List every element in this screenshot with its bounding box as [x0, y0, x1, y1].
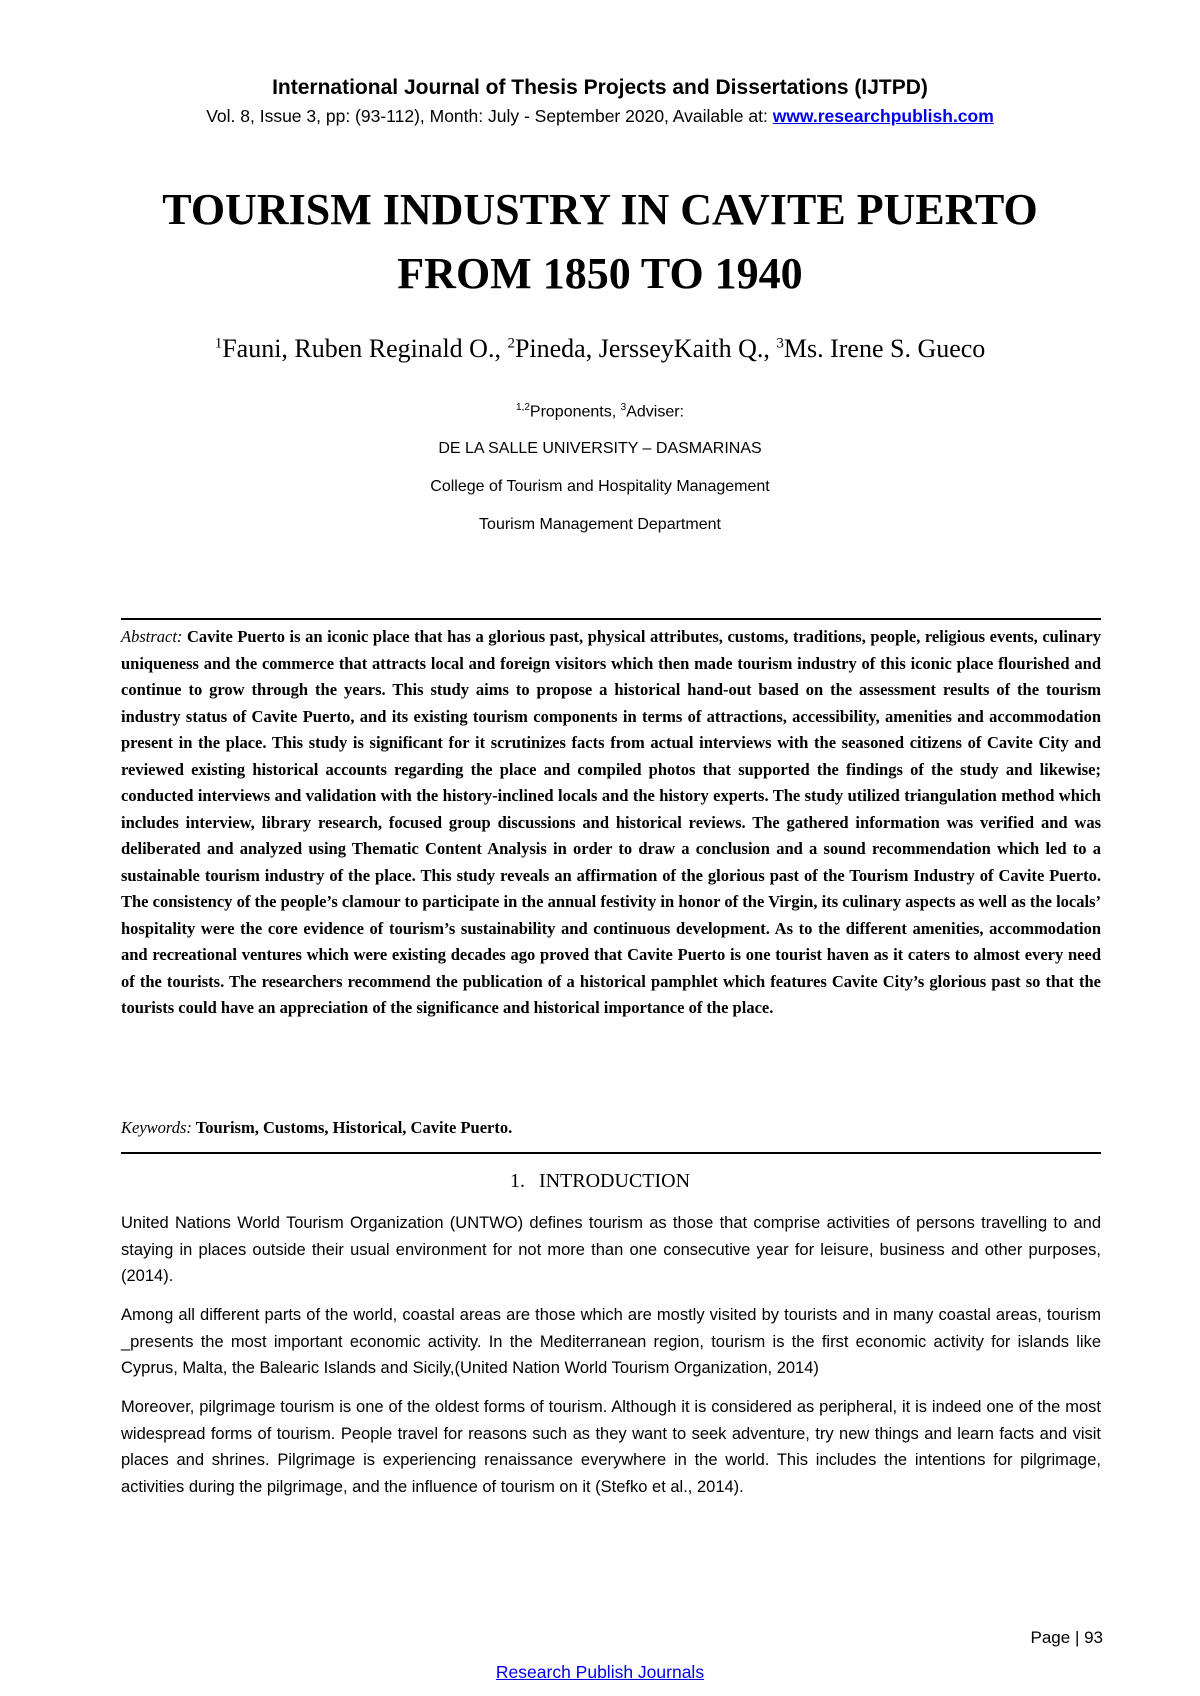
role-1-sup: 1,2 — [516, 402, 530, 413]
keywords-text: Tourism, Customs, Historical, Cavite Puerto. — [195, 1118, 513, 1137]
author-2-name: Pineda, JersseyKaith Q., — [514, 334, 777, 363]
author-roles — [0, 402, 1200, 421]
author-1-sup: 1 — [214, 335, 223, 352]
author-2-sup: 2 — [507, 335, 515, 352]
paper-title-line-2: FROM 1850 TO 1940 — [397, 249, 803, 298]
page-number: Page | 93 — [1030, 1628, 1103, 1647]
paper-title — [100, 178, 1100, 306]
footer — [0, 1662, 1200, 1683]
author-3-name: Ms. Irene S. Gueco — [783, 334, 986, 363]
keywords-label: Keywords: — [121, 1118, 192, 1137]
abstract-bottom-rule — [121, 1152, 1101, 1154]
abstract-block — [121, 624, 1101, 1022]
journal-issue-text: Vol. 8, Issue 3, pp: (93-112), Month: July - September 2020, Available at: — [206, 106, 773, 126]
author-list — [0, 334, 1200, 364]
section-heading — [0, 1170, 1200, 1193]
abstract-label: Abstract: — [121, 627, 183, 646]
body-paragraph: Among all different parts of the world, coastal areas are those which are mostly visited by tourists and in many coastal areas, tourism _presents the most important economic activity. In the Mediterranean region, tourism is the first economic activity for islands like Cyprus, Malta, the Balearic Islands and Sicily,(United Nation World Tourism Organization, 2014) — [121, 1306, 1101, 1377]
journal-website-link[interactable]: www.researchpublish.com — [772, 106, 994, 126]
role-2-sup: 3 — [620, 402, 627, 413]
role-2-label: Adviser: — [626, 403, 684, 421]
university-name: DE LA SALLE UNIVERSITY – DASMARINAS — [438, 440, 762, 457]
role-1-label: Proponents, — [529, 403, 621, 421]
body-paragraph: United Nations World Tourism Organization (UNTWO) defines tourism as those that comprise activities of persons travelling to and staying in places outside their usual environment for not more than one consecutive year for leisure, business and other purposes, (2014). — [121, 1214, 1101, 1285]
body-paragraph: Moreover, pilgrimage tourism is one of the oldest forms of tourism. Although it is considered as peripheral, it is indeed one of the most widespread forms of tourism. People travel for reasons such as they want to seek adventure, try new things and learn facts and visit places and shrines. Pilgrimage is experiencing renaissance everywhere in the world. This includes the intentions for pilgrimage, activities during the pilgrimage, and the influence of tourism on it (Stefko et al., 2014). — [121, 1398, 1101, 1496]
department-name: Tourism Management Department — [479, 516, 721, 533]
journal-issue-line — [0, 106, 1200, 127]
college-name: College of Tourism and Hospitality Management — [430, 478, 770, 495]
journal-name: International Journal of Thesis Projects and Dissertations (IJTPD) — [272, 76, 928, 99]
author-3-sup: 3 — [776, 335, 784, 352]
section-number: 1. — [509, 1170, 525, 1192]
abstract-text: Cavite Puerto is an iconic place that has a glorious past, physical attributes, customs, traditions, people, religious events, culinary uniqueness and the commerce that attracts local and foreign visitors which then made tourism industry of this iconic place flourished and continue to grow through the years. This study aims to propose a historical hand-out based on the assessment results of the tourism industry status of Cavite Puerto, and its existing tourism components in terms of attractions, accessibility, amenities and accommodation present in the place. This study is significant for it scrutinizes facts from actual interviews with the seasoned citizens of Cavite City and reviewed existing historical accounts regarding the place and compiled photos that supported the findings of the study and likewise; conducted interviews and validation with the history-inclined locals and the history experts. The study utilized triangulation method which includes interview, library research, focused group discussions and historical reviews. The gathered information was verified and was deliberated and analyzed using Thematic Content Analysis in order to draw a conclusion and a sound recommendation which led to a sustainable tourism industry of the place. This study reveals an affirmation of the glorious past of the Tourism Industry of Cavite Puerto. The consistency of the people’s clamour to participate in the annual festivity in honor of the Virgin, its culinary aspects as well as the locals’ hospitality were the core evidence of tourism’s sustainability and continuous development. As to the different amenities, accommodation and recreational ventures which were existing decades ago proved that Cavite Puerto is one tourist haven as it caters to almost every need of the tourists. The researchers recommend the publication of a historical pamphlet which features Cavite City’s glorious past so that the tourists could have an appreciation of the significance and historical importance of the place. — [121, 627, 1102, 1017]
publisher-link[interactable]: Research Publish Journals — [495, 1662, 705, 1682]
keywords-line — [121, 1118, 1101, 1138]
section-title: INTRODUCTION — [538, 1170, 691, 1192]
abstract-top-rule — [121, 618, 1101, 620]
paper-title-line-1: TOURISM INDUSTRY IN CAVITE PUERTO — [162, 185, 1038, 234]
author-1-name: Fauni, Ruben Reginald O., — [222, 334, 508, 363]
